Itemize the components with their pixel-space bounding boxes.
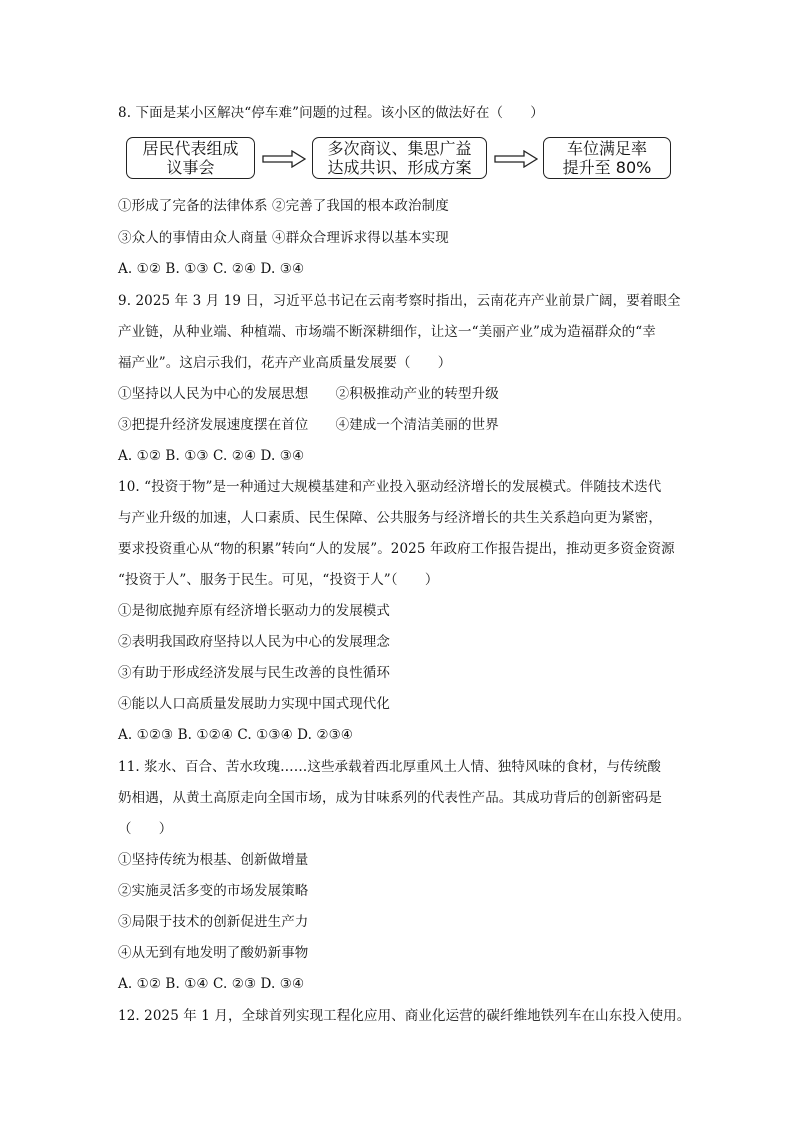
q11-option-1: ①坚持传统为根基、创新做增量: [118, 852, 309, 868]
q10-stem-line2: 与产业升级的加速，人口素质、民生保障、公共服务与经济增长的共生关系趋向更为紧密，: [118, 510, 662, 526]
flow-box-result-line2: 提升至 80%: [562, 158, 652, 177]
q9-options-3-4: ③把提升经济发展速度摆在首位 ④建成一个清洁美丽的世界: [118, 417, 499, 433]
flow-box-discussion: [312, 137, 487, 179]
q9-stem-line2: 产业链，从种业端、种植端、市场端不断深耕细作，让这一“美丽产业”成为造福群众的“幸: [118, 324, 656, 340]
flow-arrow-1-icon: [262, 150, 306, 168]
q10-option-3: ③有助于形成经济发展与民生改善的良性循环: [118, 665, 390, 681]
q11-option-4: ④从无到有地发明了酸奶新事物: [118, 945, 309, 961]
q10-option-1: ①是彻底抛弃原有经济增长驱动力的发展模式: [118, 603, 390, 619]
q10-choices: A. ①②③ B. ①②④ C. ①③④ D. ②③④: [118, 727, 353, 743]
q10-stem-line1: 10. “投资于物”是一种通过大规模基建和产业投入驱动经济增长的发展模式。伴随技术迭代: [118, 479, 662, 495]
q10-stem-line4: “投资于人”、服务于民生。可见，“投资于人”（ ）: [118, 572, 439, 588]
q11-option-2: ②实施灵活多变的市场发展策略: [118, 883, 309, 899]
q9-options-1-2: ①坚持以人民为中心的发展思想 ②积极推动产业的转型升级: [118, 386, 499, 402]
q10-option-2: ②表明我国政府坚持以人民为中心的发展理念: [118, 634, 390, 650]
flow-box-council-line1: 居民代表组成: [142, 139, 239, 158]
q12-stem-line1: 12. 2025 年 1 月，全球首列实现工程化应用、商业化运营的碳纤维地铁列车在山东投入使用。: [118, 1008, 691, 1024]
q8-options-1-2: ①形成了完备的法律体系 ②完善了我国的根本政治制度: [118, 198, 449, 214]
q10-stem-line3: 要求投资重心从“物的积累”转向“人的发展”。2025 年政府工作报告提出，推动更多资金资源: [118, 541, 675, 557]
q11-choices: A. ①② B. ①④ C. ②③ D. ③④: [118, 976, 305, 992]
q9-choices: A. ①② B. ①③ C. ②④ D. ③④: [118, 448, 305, 464]
q9-stem-line1: 9. 2025 年 3 月 19 日，习近平总书记在云南考察时指出，云南花卉产业前景广阔，要着眼全: [118, 293, 681, 309]
q11-stem-line3: （ ）: [118, 821, 173, 837]
flow-box-council-line2: 议事会: [166, 158, 215, 177]
flow-box-discussion-line2: 达成共识、形成方案: [327, 158, 472, 177]
q9-stem-line3: 福产业”。这启示我们，花卉产业高质量发展要（ ）: [118, 355, 452, 371]
q8-options-3-4: ③众人的事情由众人商量 ④群众合理诉求得以基本实现: [118, 230, 449, 246]
q8-choices: A. ①② B. ①③ C. ②④ D. ③④: [118, 261, 305, 277]
flow-arrow-2-icon: [494, 150, 538, 168]
flow-box-discussion-line1: 多次商议、集思广益: [327, 139, 472, 158]
flow-box-council: [126, 137, 255, 179]
q11-stem-line2: 奶相遇，从黄土高原走向全国市场，成为甘味系列的代表性产品。其成功背后的创新密码是: [118, 790, 662, 806]
q11-stem-line1: 11. 浆水、百合、苦水玫瑰……这些承载着西北厚重风土人情、独特风味的食材，与传统酸: [118, 759, 661, 775]
flow-box-result-line1: 车位满足率: [566, 139, 647, 158]
q10-option-4: ④能以人口高质量发展助力实现中国式现代化: [118, 696, 390, 712]
q8-stem: 8. 下面是某小区解决“停车难”问题的过程。该小区的做法好在（ ）: [118, 105, 544, 121]
q11-option-3: ③局限于技术的创新促进生产力: [118, 914, 309, 930]
q8-flow-diagram: [126, 137, 671, 183]
flow-box-result: [543, 137, 671, 179]
